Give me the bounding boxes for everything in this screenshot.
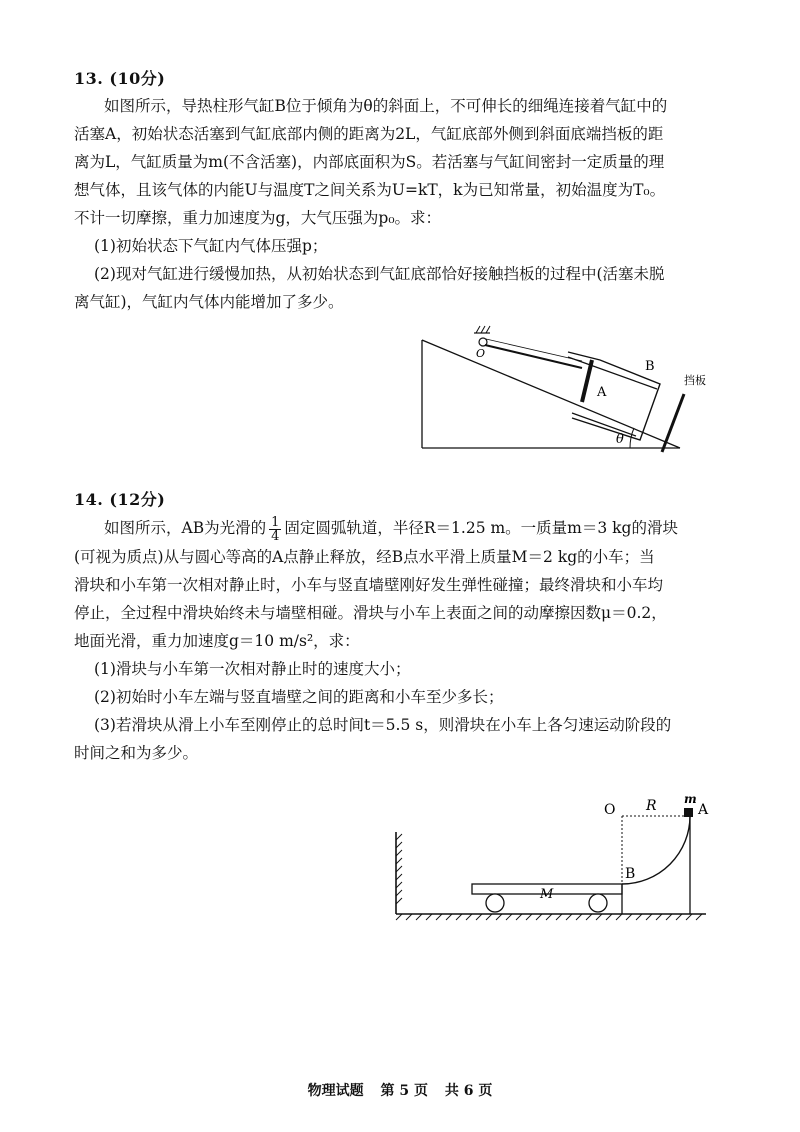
label-a: A: [698, 802, 709, 818]
footer-total: 共 6 页: [444, 1083, 493, 1099]
q13-line: 离为L，气缸质量为m(不含活塞)，内部底面积为S。若活塞与气缸间密封一定质量的理: [74, 153, 665, 171]
q13-line: 想气体，且该气体的内能U与温度T之间关系为U=kT，k为已知常量，初始温度为T₀。: [74, 181, 666, 199]
label-b: B: [625, 866, 636, 882]
frac-denominator: 4: [271, 528, 280, 544]
page-footer: [0, 1080, 800, 1100]
q14-line: 地面光滑，重力加速度g＝10 m/s²，求：: [74, 631, 360, 650]
label-b: B: [645, 359, 655, 374]
q14-line1-pre: 如图所示，AB为光滑的: [104, 519, 267, 537]
label-o: O: [476, 347, 486, 360]
label-r: R: [646, 798, 657, 814]
frac-numerator: 1: [271, 514, 280, 530]
q13-sub2a: (2)现对气缸进行缓慢加热，从初始状态到气缸底部恰好接触挡板的过程中(活塞未脱: [94, 265, 665, 283]
cart-wheel: [486, 894, 504, 912]
q14-line: 滑块和小车第一次相对静止时，小车与竖直墙壁刚好发生弹性碰撞；最终滑块和小车均: [74, 575, 664, 594]
q14-line1-post: 固定圆弧轨道，半径R＝1.25 m。一质量m＝3 kg的滑块: [284, 519, 678, 537]
cart-wheel: [589, 894, 607, 912]
ground-hatch: [396, 914, 702, 920]
q13-sub2b: 离气缸)，气缸内气体内能增加了多少。: [74, 293, 344, 311]
q13-number: 13.: [74, 69, 104, 88]
q14-number: 14.: [74, 490, 104, 509]
q13-sub1: (1)初始状态下气缸内气体压强p；: [94, 237, 328, 255]
label-m: m: [684, 792, 697, 806]
slider-block: [684, 808, 693, 817]
q14-sub3a: (3)若滑块从滑上小车至刚停止的总时间t＝5.5 s，则滑块在小车上各匀速运动阶段的: [94, 715, 672, 734]
q13-line: 活塞A，初始状态活塞到气缸底部内侧的距离为2L，气缸底部外侧到斜面底端挡板的距: [74, 125, 664, 143]
q13-line: 不计一切摩擦，重力加速度为g，大气压强为p₀。求：: [74, 209, 442, 227]
label-o: O: [604, 802, 616, 818]
q13-line: 如图所示，导热柱形气缸B位于倾角为θ的斜面上，不可伸长的细绳连接着气缸中的: [104, 97, 668, 115]
q13-score: (10分): [109, 69, 166, 88]
label-big-m: M: [540, 887, 554, 902]
wall-hatch: [396, 834, 402, 904]
footer-subject: 物理试题: [307, 1083, 364, 1099]
q14-sub1: (1)滑块与小车第一次相对静止时的速度大小；: [94, 659, 411, 678]
q14-sub2: (2)初始时小车左端与竖直墙壁之间的距离和小车至少多长；: [94, 687, 504, 706]
label-theta: θ: [616, 432, 624, 447]
label-a: A: [597, 385, 607, 400]
label-baffle: 挡板: [684, 374, 706, 387]
q14-line: 停止，全过程中滑块始终未与墙壁相碰。滑块与小车上表面之间的动摩擦因数μ＝0.2，: [74, 603, 667, 622]
q14-score: (12分): [109, 490, 166, 509]
q14-sub3b: 时间之和为多少。: [74, 743, 199, 762]
footer-page: 第 5 页: [380, 1083, 428, 1099]
q14-line: (可视为质点)从与圆心等高的A点静止释放，经B点水平滑上质量M＝2 kg的小车；当: [74, 547, 655, 566]
